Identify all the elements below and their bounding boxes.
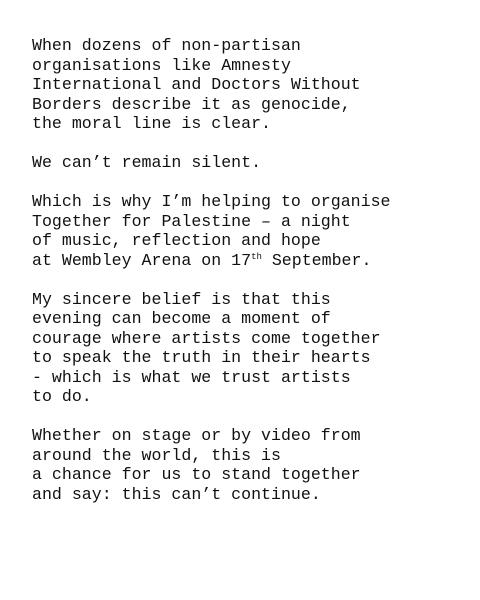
- text-line: around the world, this is: [32, 445, 281, 465]
- paragraph-event: [32, 192, 472, 270]
- text-line: We can’t remain silent.: [32, 153, 262, 172]
- statement-text: [32, 36, 472, 524]
- paragraph-belief: [32, 290, 472, 407]
- paragraph-genocide: [32, 36, 472, 134]
- text-line: and say: this can’t continue.: [32, 484, 321, 504]
- date-text-before: at Wembley Arena on 17: [32, 250, 252, 270]
- text-line: My sincere belief is that this: [32, 289, 331, 309]
- date-text-after: September.: [261, 250, 372, 270]
- text-line: organisations like Amnesty: [32, 55, 291, 75]
- text-line: Together for Palestine – a night: [32, 211, 351, 231]
- text-line: evening can become a moment of: [32, 309, 331, 328]
- text-line: Which is why I’m helping to organise: [32, 192, 391, 211]
- text-line: When dozens of non-partisan: [32, 36, 301, 55]
- text-line: Whether on stage or by video from: [32, 426, 361, 445]
- text-line: courage where artists come together: [32, 328, 381, 348]
- text-line: of music, reflection and hope: [32, 231, 321, 250]
- text-line: to speak the truth in their hearts: [32, 348, 371, 367]
- text-line: Borders describe it as genocide,: [32, 94, 351, 114]
- ordinal-suffix: th: [251, 251, 262, 262]
- text-line: a chance for us to stand together: [32, 465, 361, 484]
- text-line: International and Doctors Without: [32, 75, 361, 94]
- text-line: to do.: [32, 387, 92, 406]
- text-line: - which is what we trust artists: [32, 367, 351, 387]
- text-line-date: [32, 251, 472, 271]
- paragraph-silent: [32, 153, 472, 173]
- text-line: the moral line is clear.: [32, 114, 271, 133]
- paragraph-together: [32, 426, 472, 504]
